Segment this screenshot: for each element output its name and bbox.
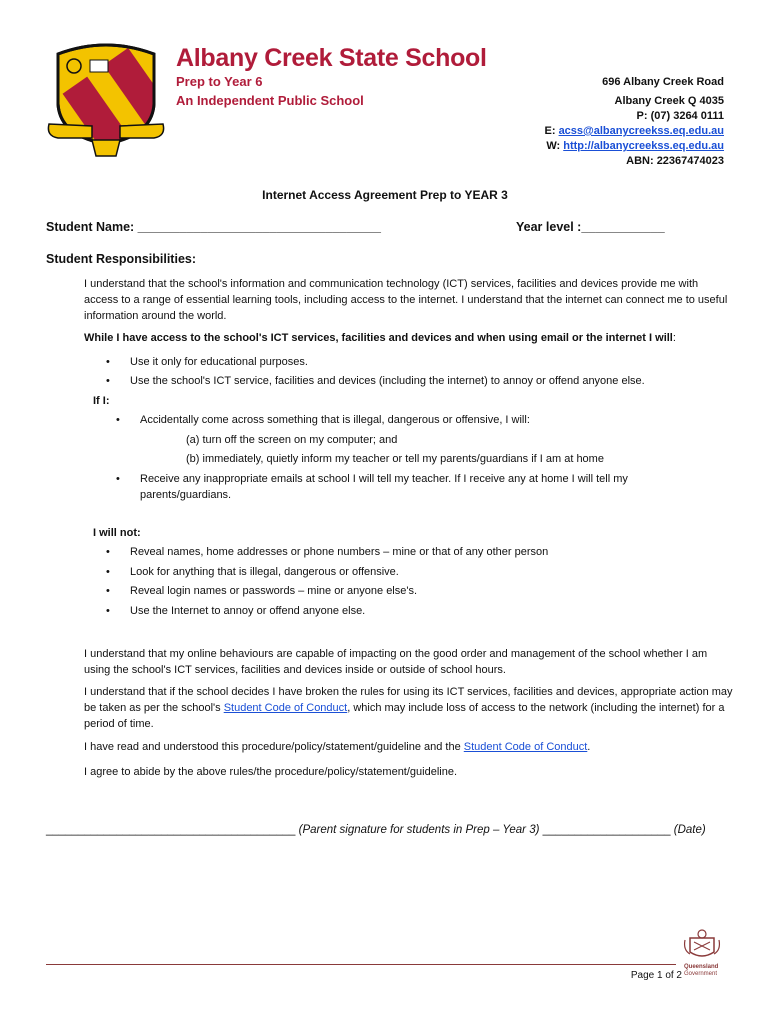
if-label: If I: xyxy=(93,395,110,407)
signature-label: (Parent signature for students in Prep – Year 3) xyxy=(298,824,540,836)
behaviour-paragraph: I understand that my online behaviours are capable of impacting on the good order and management of the school whether I am using the school's ICT services, facilities and devices inside or outside of school hours. xyxy=(84,648,708,676)
rules-paragraph: I understand that if the school decides I have broken the rules for using its ICT services, facilities and devices, appropriate action may be taken as per the school's Student Code of Conduct, which may include loss of access to the network (including the internet) for a period of time. xyxy=(84,686,733,730)
while-heading: While I have access to the school's ICT services, facilities and devices and when using email or the internet I will: xyxy=(84,332,676,344)
sub-item: (a) turn off the screen on my computer; and xyxy=(186,434,398,446)
address-phone: P: (07) 3264 0111 xyxy=(636,110,724,122)
code-of-conduct-link[interactable]: Student Code of Conduct xyxy=(223,702,348,714)
address-email: E: acss@albanycreekss.eq.edu.au xyxy=(544,125,724,137)
gov-label-sub: Government xyxy=(684,971,718,977)
year-level-field: Year level :____________ xyxy=(516,220,665,234)
will-not-heading: I will not: xyxy=(93,527,141,539)
list-item: • Reveal names, home addresses or phone numbers – mine or that of any other person xyxy=(106,546,549,558)
address-web: W: http://albanycreekss.eq.edu.au xyxy=(546,140,724,152)
list-item: • Use the school's ICT service, facilities and devices (including the internet) to annoy or offend anyone else. xyxy=(106,375,645,387)
school-name: Albany Creek State School xyxy=(176,44,487,72)
email-link[interactable]: acss@albanycreekss.eq.edu.au xyxy=(558,125,724,137)
agree-paragraph: I agree to abide by the above rules/the procedure/policy/statement/guideline. xyxy=(84,766,458,778)
read-paragraph: I have read and understood this procedure/policy/statement/guideline and the Student Code of Conduct. xyxy=(84,741,591,753)
list-item: • Use it only for educational purposes. xyxy=(106,356,308,368)
school-subtitle-type: An Independent Public School xyxy=(176,93,364,108)
address-street: 696 Albany Creek Road xyxy=(602,76,724,88)
list-item: • Use the Internet to annoy or offend anyone else. xyxy=(106,605,366,617)
intro-paragraph: I understand that the school's information and communication technology (ICT) services, facilities and devices provide me with access to a range of essential learning tools, including access to the internet. I understand that the internet can connect me to useful information around the world. xyxy=(84,278,728,322)
agreement-title: Internet Access Agreement Prep to YEAR 3 xyxy=(262,188,508,202)
date-line[interactable]: ____________________ xyxy=(542,824,671,836)
page-number: Page 1 of 2 xyxy=(630,970,682,981)
school-crest-logo xyxy=(44,40,168,158)
gov-label: Queensland xyxy=(684,964,719,970)
responsibilities-heading: Student Responsibilities: xyxy=(46,252,197,266)
website-link[interactable]: http://albanycreekss.eq.edu.au xyxy=(563,140,724,152)
list-item: • Receive any inappropriate emails at school I will tell my teacher. If I receive any at home I will tell my parents/guardians. xyxy=(116,473,628,501)
student-name-field: Student Name: ___________________________________ xyxy=(46,220,381,234)
list-item: • Look for anything that is illegal, dangerous or offensive. xyxy=(106,566,399,578)
sub-item: (b) immediately, quietly inform my teacher or tell my parents/guardians if I am at home xyxy=(186,453,604,465)
footer-divider xyxy=(46,964,676,965)
address-suburb: Albany Creek Q 4035 xyxy=(614,95,724,107)
list-item: • Accidentally come across something that is illegal, dangerous or offensive, I will: xyxy=(116,414,530,426)
signature-row xyxy=(46,824,706,836)
signature-line[interactable]: _______________________________________ xyxy=(46,824,296,836)
school-subtitle-years: Prep to Year 6 xyxy=(176,74,263,89)
list-item: • Reveal login names or passwords – mine or anyone else's. xyxy=(106,585,418,597)
date-label: (Date) xyxy=(673,824,706,836)
queensland-government-crest-icon xyxy=(682,928,722,964)
address-abn: ABN: 22367474023 xyxy=(626,155,724,167)
code-of-conduct-link[interactable]: Student Code of Conduct xyxy=(463,741,588,753)
